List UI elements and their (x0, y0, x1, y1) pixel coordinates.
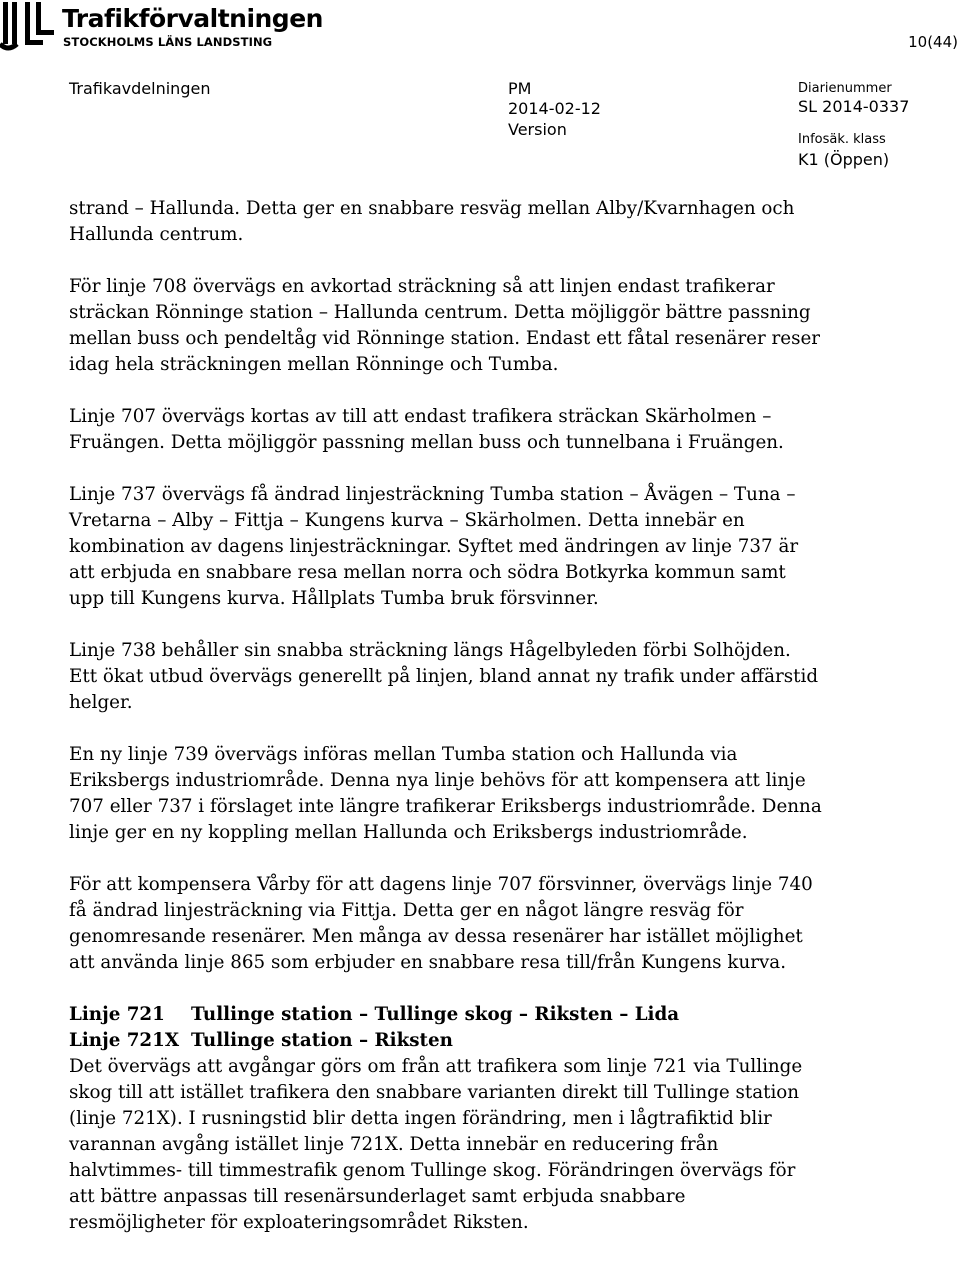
text-line: att använda linje 865 som erbjuder en snabbare resa till/från Kungens kurva. (69, 952, 787, 973)
logo-title: Trafikförvaltningen (62, 4, 323, 33)
text-line: skog till att istället trafikera den snabbare varianten direkt till Tullinge station (69, 1082, 800, 1103)
diarienummer-label: Diarienummer (798, 81, 892, 96)
doc-date: 2014-02-12 (508, 99, 601, 118)
document-body (69, 196, 849, 1262)
paragraph (69, 872, 849, 976)
heading-line-number: Linje 721 (69, 1004, 165, 1025)
text-line: En ny linje 739 övervägs införas mellan Tumba station och Hallunda via (69, 744, 738, 765)
infosak-label: Infosäk. klass (798, 132, 886, 147)
text-line: att erbjuda en snabbare resa mellan norra och södra Botkyrka kommun samt (69, 562, 786, 583)
text-line: linje ger en ny koppling mellan Hallunda och Eriksbergs industriområde. (69, 822, 748, 843)
text-line: För linje 708 övervägs en avkortad sträckning så att linjen endast trafikerar (69, 276, 775, 297)
text-line: Det övervägs att avgångar görs om från att trafikera som linje 721 via Tullinge (69, 1056, 803, 1077)
heading-route: Tullinge station – Tullinge skog – Riksten – Lida (191, 1004, 680, 1025)
text-line: resmöjligheter för exploateringsområdet Riksten. (69, 1212, 529, 1233)
paragraph (69, 1054, 849, 1236)
text-line: kombination av dagens linjesträckningar. Syftet med ändringen av linje 737 är (69, 536, 799, 557)
logo (0, 0, 323, 52)
text-line: genomresande resenärer. Men många av dessa resenärer har istället möjlighet (69, 926, 803, 947)
text-line: strand – Hallunda. Detta ger en snabbare resväg mellan Alby/Kvarnhagen och (69, 198, 795, 219)
text-line: För att kompensera Vårby för att dagens linje 707 försvinner, övervägs linje 740 (69, 874, 813, 895)
infosak-value: K1 (Öppen) (798, 150, 890, 169)
text-line: Eriksbergs industriområde. Denna nya linje behövs för att kompensera att linje (69, 770, 806, 791)
text-line: Linje 707 övervägs kortas av till att endast trafikera sträckan Skärholmen – (69, 406, 772, 427)
text-line: helger. (69, 692, 133, 713)
text-line: varannan avgång istället linje 721X. Detta innebär en reducering från (69, 1134, 719, 1155)
version-label: Version (508, 120, 567, 139)
section-heading (69, 1002, 849, 1028)
text-line: 707 eller 737 i förslaget inte längre trafikerar Eriksbergs industriområde. Denna (69, 796, 822, 817)
heading-route: Tullinge station – Riksten (191, 1030, 453, 1051)
text-line: halvtimmes- till timmestrafik genom Tullinge skog. Förändringen övervägs för (69, 1160, 796, 1181)
paragraph (69, 274, 849, 378)
text-line: idag hela sträckningen mellan Rönninge och Tumba. (69, 354, 559, 375)
logo-subtitle: STOCKHOLMS LÄNS LANDSTING (63, 35, 273, 49)
text-line: mellan buss och pendeltåg vid Rönninge station. Endast ett fåtal resenärer reser (69, 328, 821, 349)
text-line: Fruängen. Detta möjliggör passning mellan buss och tunnelbana i Fruängen. (69, 432, 784, 453)
paragraph (69, 482, 849, 612)
heading-line-number: Linje 721X (69, 1030, 180, 1051)
text-line: sträckan Rönninge station – Hallunda centrum. Detta möjliggör bättre passning (69, 302, 811, 323)
paragraph (69, 638, 849, 716)
paragraph (69, 404, 849, 456)
text-line: (linje 721X). I rusningstid blir detta ingen förändring, men i lågtrafiktid blir (69, 1108, 772, 1129)
doc-type: PM (508, 79, 532, 98)
diarienummer-value: SL 2014-0337 (798, 97, 910, 116)
text-line: Ett ökat utbud övervägs generellt på linjen, bland annat ny trafik under affärstid (69, 666, 819, 687)
section-heading (69, 1028, 849, 1054)
text-line: Vretarna – Alby – Fittja – Kungens kurva – Skärholmen. Detta innebär en (69, 510, 745, 531)
sl-logo-icon (0, 0, 60, 52)
text-line: få ändrad linjesträckning via Fittja. Detta ger en något längre resväg för (69, 900, 744, 921)
paragraph (69, 196, 849, 248)
text-line: Hallunda centrum. (69, 224, 244, 245)
text-line: att bättre anpassas till resenärsunderlaget samt erbjuda snabbare (69, 1186, 686, 1207)
paragraph (69, 742, 849, 846)
text-line: upp till Kungens kurva. Hållplats Tumba bruk försvinner. (69, 588, 599, 609)
text-line: Linje 738 behåller sin snabba sträckning längs Hågelbyleden förbi Solhöjden. (69, 640, 791, 661)
text-line: Linje 737 övervägs få ändrad linjesträckning Tumba station – Åvägen – Tuna – (69, 484, 796, 505)
page-number: 10(44) (908, 33, 958, 51)
department: Trafikavdelningen (69, 79, 211, 98)
